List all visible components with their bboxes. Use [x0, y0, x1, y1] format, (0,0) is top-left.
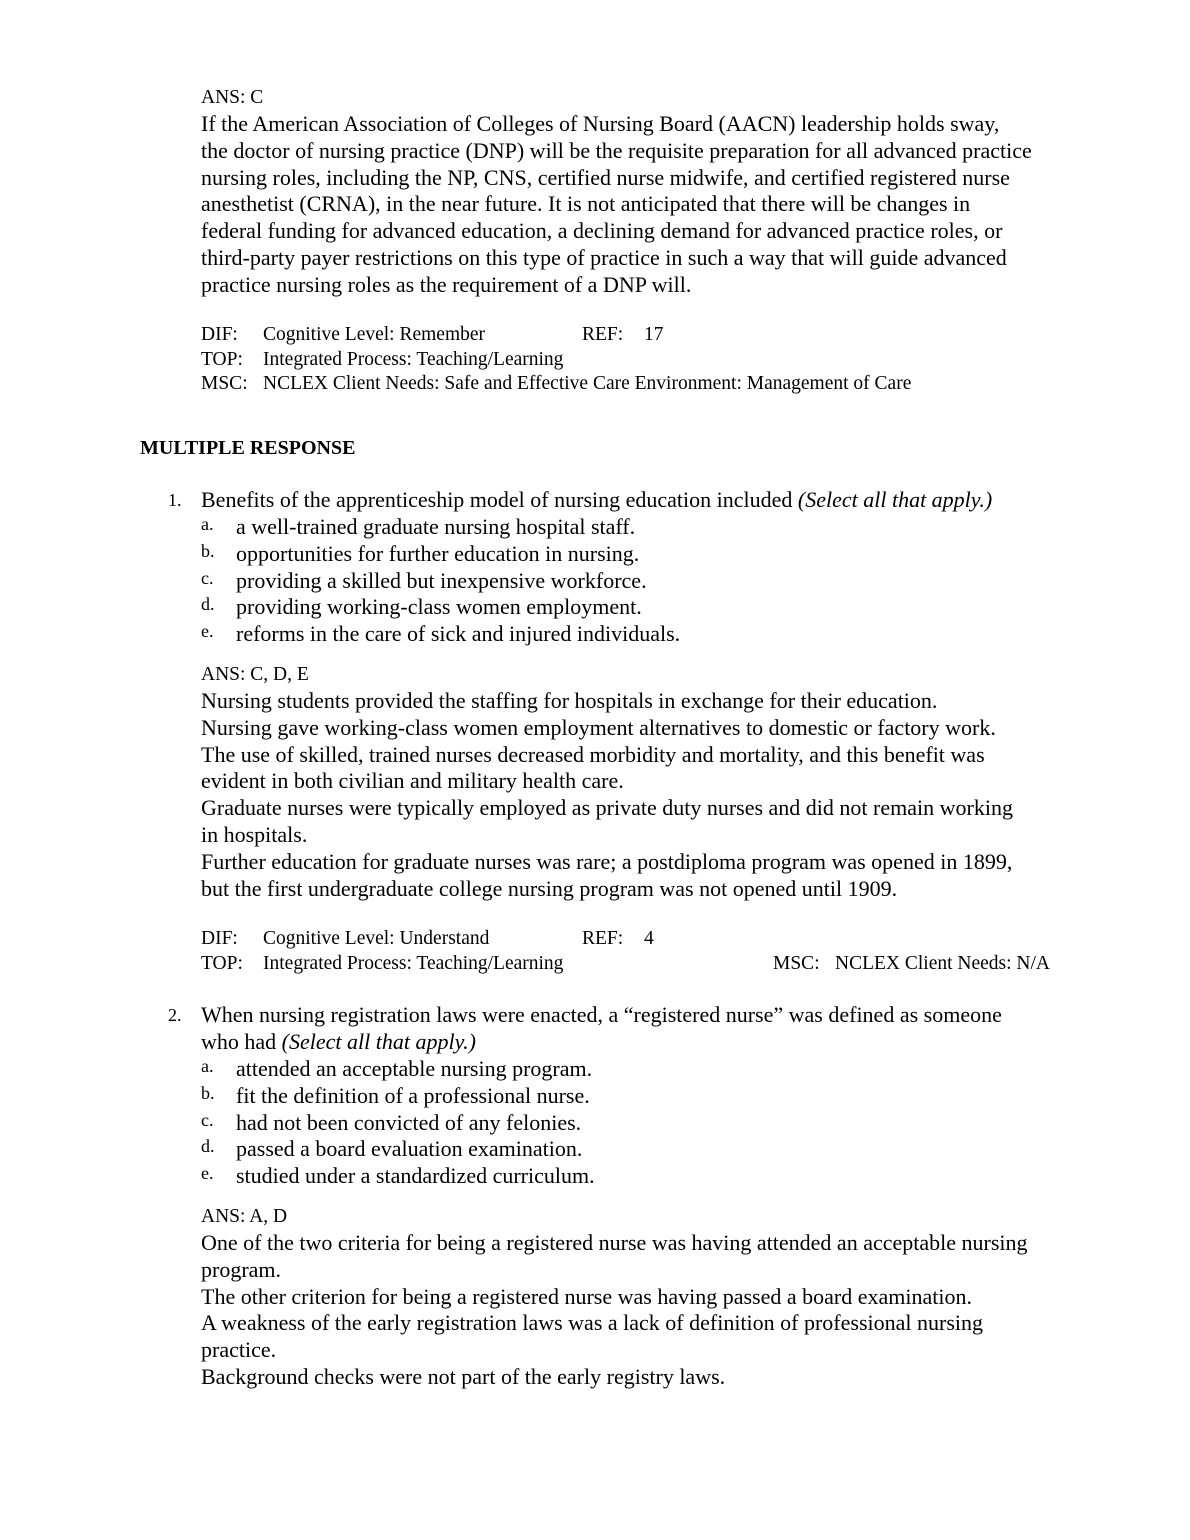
rationale-line: The use of skilled, trained nurses decreased morbidity and mortality, and this benefit was — [201, 741, 985, 767]
rationale — [201, 1230, 1101, 1391]
answer-key-top — [201, 86, 1101, 111]
top-label: TOP: — [201, 348, 243, 370]
metadata — [201, 927, 1101, 976]
question-number: 1. — [168, 490, 182, 510]
option-letter: b. — [201, 1082, 215, 1103]
option-item — [201, 594, 1101, 621]
option-text: a well-trained graduate nursing hospital staff. — [236, 514, 636, 539]
option-letter: b. — [201, 540, 215, 561]
option-item — [201, 541, 1101, 568]
rationale-line: Background checks were not part of the early registry laws. — [201, 1363, 726, 1389]
metadata-top — [201, 323, 1101, 397]
option-item — [201, 621, 1101, 648]
rationale-line: One of the two criteria for being a registered nurse was having attended an acceptable nursing — [201, 1230, 1028, 1255]
option-text: passed a board evaluation examination. — [236, 1136, 583, 1162]
answer-label: ANS: C, D, E — [201, 664, 309, 685]
stem-text: Benefits of the apprenticeship model of nursing education included — [201, 487, 798, 512]
rationale-line: program. — [201, 1256, 282, 1282]
rationale-line: Nursing students provided the staffing for hospitals in exchange for their education. — [201, 688, 938, 713]
option-text: attended an acceptable nursing program. — [236, 1056, 593, 1081]
option-list — [201, 1056, 1101, 1190]
rationale-top — [201, 111, 1101, 299]
rationale-line: evident in both civilian and military health care. — [201, 768, 624, 794]
question-number: 2. — [168, 1005, 182, 1025]
top-value: Integrated Process: Teaching/Learning — [263, 952, 564, 974]
top-label: TOP: — [201, 952, 243, 974]
question-stem — [201, 487, 1091, 514]
answer-key — [201, 663, 1101, 688]
option-item — [201, 1136, 1101, 1163]
option-text: had not been convicted of any felonies. — [236, 1109, 582, 1135]
rationale-line: Further education for graduate nurses was rare; a postdiploma program was opened in 1899, — [201, 848, 1013, 874]
ref-label: REF: — [582, 928, 624, 949]
stem-instruction: (Select all that apply.) — [797, 487, 993, 512]
meta-row-top-msc — [201, 952, 1101, 977]
section-heading: MULTIPLE RESPONSE — [140, 437, 356, 459]
stem-instruction: (Select all that apply.) — [281, 1028, 476, 1054]
msc-label: MSC: — [201, 373, 248, 394]
msc-value: NCLEX Client Needs: Safe and Effective Care Environment: Management of Care — [263, 373, 912, 394]
option-text: studied under a standardized curriculum. — [236, 1163, 595, 1189]
rationale-line: anesthetist (CRNA), in the near future. It is not anticipated that there will be changes in — [201, 191, 971, 217]
rationale-line: Graduate nurses were typically employed as private duty nurses and did not remain working — [201, 795, 1013, 821]
answer-label: ANS: A, D — [201, 1206, 288, 1227]
rationale-line: in hospitals. — [201, 821, 308, 847]
rationale-line: practice. — [201, 1337, 277, 1363]
ref-value: 17 — [644, 324, 664, 345]
meta-row-msc — [201, 372, 1101, 397]
rationale-line: practice nursing roles as the requirement of a DNP will. — [201, 271, 692, 297]
rationale-line: The other criterion for being a registered nurse was having passed a board examination. — [201, 1283, 972, 1309]
option-item — [201, 1083, 1101, 1110]
option-item — [201, 568, 1101, 595]
meta-row-dif — [201, 323, 1101, 348]
top-value: Integrated Process: Teaching/Learning — [263, 348, 564, 370]
msc-value: NCLEX Client Needs: N/A — [835, 952, 1051, 974]
option-letter: e. — [201, 1163, 214, 1184]
ref-label: REF: — [582, 324, 624, 345]
option-letter: c. — [201, 1109, 214, 1130]
stem-text: When nursing registration laws were enacted, a “registered nurse” was defined as someone — [201, 1002, 1002, 1027]
rationale-line: Nursing gave working-class women employment alternatives to domestic or factory work. — [201, 714, 996, 740]
rationale-line: the doctor of nursing practice (DNP) will be the requisite preparation for all advanced practice — [201, 137, 1032, 163]
ref-value: 4 — [644, 928, 654, 949]
msc-label: MSC: — [773, 952, 820, 974]
question-stem — [201, 1002, 1091, 1056]
rationale-line: third-party payer restrictions on this type of practice in such a way that will guide advanced — [201, 244, 1007, 270]
dif-value: Cognitive Level: Understand — [263, 928, 490, 949]
rationale-line: nursing roles, including the NP, CNS, certified nurse midwife, and certified registered nurse — [201, 164, 1010, 190]
rationale-line: but the first undergraduate college nursing program was not opened until 1909. — [201, 875, 898, 901]
option-letter: c. — [201, 567, 214, 588]
option-letter: a. — [201, 514, 214, 534]
option-item — [201, 514, 1101, 541]
option-text: opportunities for further education in nursing. — [236, 540, 640, 566]
option-text: reforms in the care of sick and injured individuals. — [236, 621, 681, 647]
option-letter: e. — [201, 621, 214, 642]
option-item — [201, 1110, 1101, 1137]
option-letter: d. — [201, 594, 215, 615]
stem-text: who had — [201, 1028, 282, 1054]
rationale — [201, 688, 1101, 902]
option-list — [201, 514, 1101, 648]
rationale-line: federal funding for advanced education, a declining demand for advanced practice roles, or — [201, 218, 1003, 244]
dif-value: Cognitive Level: Remember — [263, 324, 486, 345]
option-text: providing working-class women employment. — [236, 594, 642, 620]
option-letter: d. — [201, 1136, 215, 1157]
option-text: providing a skilled but inexpensive workforce. — [236, 567, 647, 593]
rationale-line: If the American Association of Colleges of Nursing Board (AACN) leadership holds sway, — [201, 111, 1000, 136]
meta-row-dif — [201, 927, 1101, 952]
rationale-line: A weakness of the early registration laws was a lack of definition of professional nursing — [201, 1310, 984, 1336]
meta-row-top — [201, 348, 1101, 373]
option-item — [201, 1056, 1101, 1083]
dif-label: DIF: — [201, 324, 238, 345]
option-item — [201, 1163, 1101, 1190]
answer-label: ANS: C — [201, 87, 264, 108]
option-letter: a. — [201, 1056, 214, 1076]
dif-label: DIF: — [201, 928, 238, 949]
option-text: fit the definition of a professional nurse. — [236, 1082, 590, 1108]
answer-key — [201, 1205, 1101, 1230]
